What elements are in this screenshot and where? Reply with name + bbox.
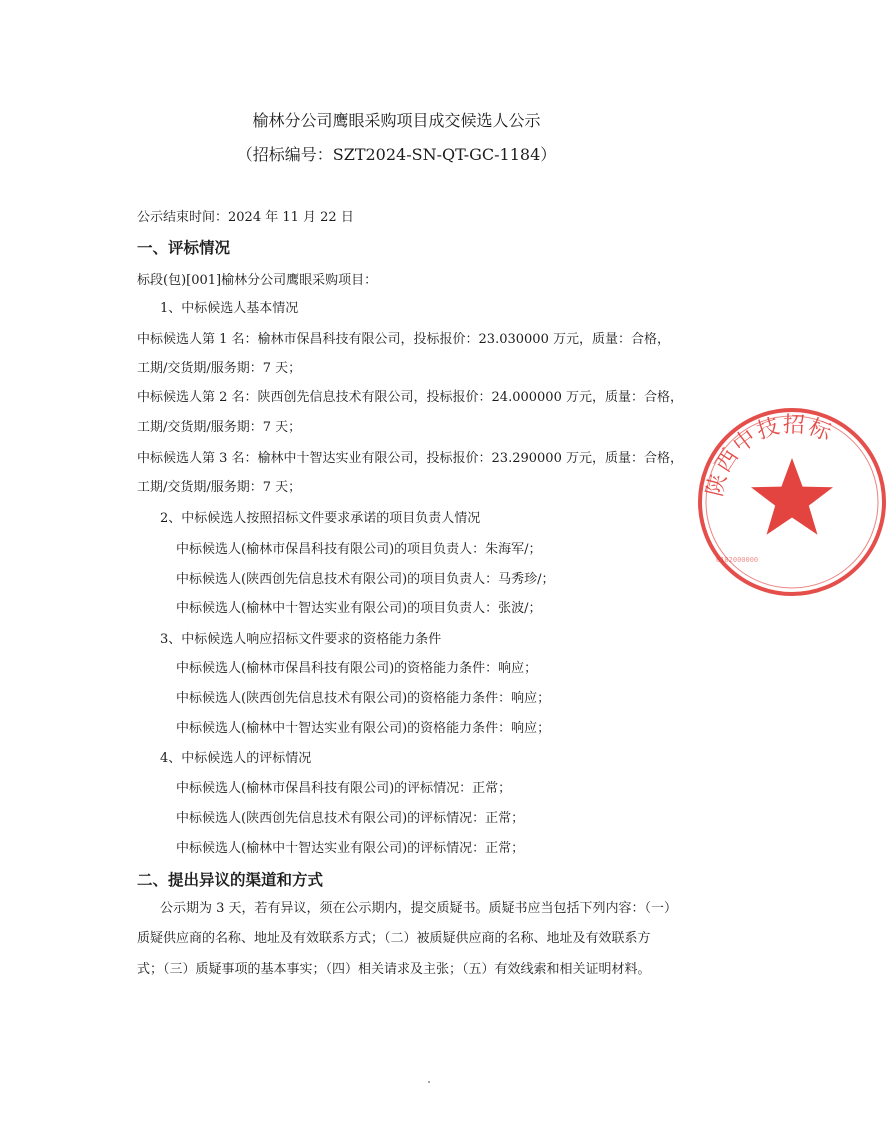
subsection-heading-evaluation-status: 4、中标候选人的评标情况	[160, 751, 312, 766]
list-item: 中标候选人(榆林中十智达实业有限公司)的项目负责人：张波/；	[176, 601, 542, 616]
list-item: 中标候选人(榆林市保昌科技有限公司)的评标情况：正常；	[176, 781, 512, 796]
objection-paragraph-line-1: 公示期为 3 天，若有异议，须在公示期内，提交质疑书。质疑书应当包括下列内容：（一）	[160, 901, 678, 916]
candidate-2-period: 工期/交货期/服务期：7 天；	[137, 420, 302, 435]
package-label: 标段(包)[001]榆林分公司鹰眼采购项目：	[137, 273, 378, 288]
svg-text:陕西中技招标	[703, 413, 837, 499]
seal-text: 陕西中技招标	[702, 412, 837, 499]
candidate-3-line: 中标候选人第 3 名：榆林中十智达实业有限公司，投标报价：23.290000 万元，质量：合格，	[137, 451, 683, 466]
publicity-end-time: 公示结束时间：2024 年 11 月 22 日	[137, 210, 354, 225]
scan-speck	[428, 1081, 430, 1083]
objection-paragraph-line-2: 质疑供应商的名称、地址及有效联系方式；（二）被质疑供应商的名称、地址及有效联系方	[137, 931, 651, 946]
subsection-heading-qualification: 3、中标候选人响应招标文件要求的资格能力条件	[160, 632, 442, 647]
candidate-3-period: 工期/交货期/服务期：7 天；	[137, 480, 302, 495]
candidate-2-line: 中标候选人第 2 名：陕西创先信息技术有限公司，投标报价：24.000000 万元，质量：合格，	[137, 390, 683, 405]
candidate-1-period: 工期/交货期/服务期：7 天；	[137, 361, 302, 376]
subsection-heading-candidates: 1、中标候选人基本情况	[160, 301, 299, 316]
objection-paragraph-line-3: 式；（三）质疑事项的基本事实；（四）相关请求及主张；（五）有效线索和相关证明材料。	[137, 962, 651, 977]
list-item: 中标候选人(榆林市保昌科技有限公司)的资格能力条件：响应；	[176, 661, 538, 676]
candidate-1-line: 中标候选人第 1 名：榆林市保昌科技有限公司，投标报价：23.030000 万元，质量：合格，	[137, 332, 670, 347]
list-item: 中标候选人(榆林市保昌科技有限公司)的项目负责人：朱海军/；	[176, 542, 542, 557]
list-item: 中标候选人(陕西创先信息技术有限公司)的项目负责人：马秀珍/；	[176, 572, 555, 587]
section-heading-evaluation: 一、评标情况	[137, 238, 231, 257]
subsection-heading-project-leader: 2、中标候选人按照招标文件要求承诺的项目负责人情况	[160, 511, 481, 526]
section-heading-objection: 二、提出异议的渠道和方式	[137, 870, 324, 889]
tender-number: （招标编号：SZT2024-SN-QT-GC-1184）	[236, 145, 557, 164]
list-item: 中标候选人(陕西创先信息技术有限公司)的资格能力条件：响应；	[176, 691, 551, 706]
list-item: 中标候选人(陕西创先信息技术有限公司)的评标情况：正常；	[176, 811, 525, 826]
list-item: 中标候选人(榆林中十智达实业有限公司)的资格能力条件：响应；	[176, 721, 551, 736]
document-title: 榆林分公司鹰眼采购项目成交候选人公示	[252, 111, 541, 130]
official-seal-icon	[692, 402, 892, 602]
list-item: 中标候选人(榆林中十智达实业有限公司)的评标情况：正常；	[176, 841, 525, 856]
svg-text:6102000000: 6102000000	[716, 556, 759, 564]
